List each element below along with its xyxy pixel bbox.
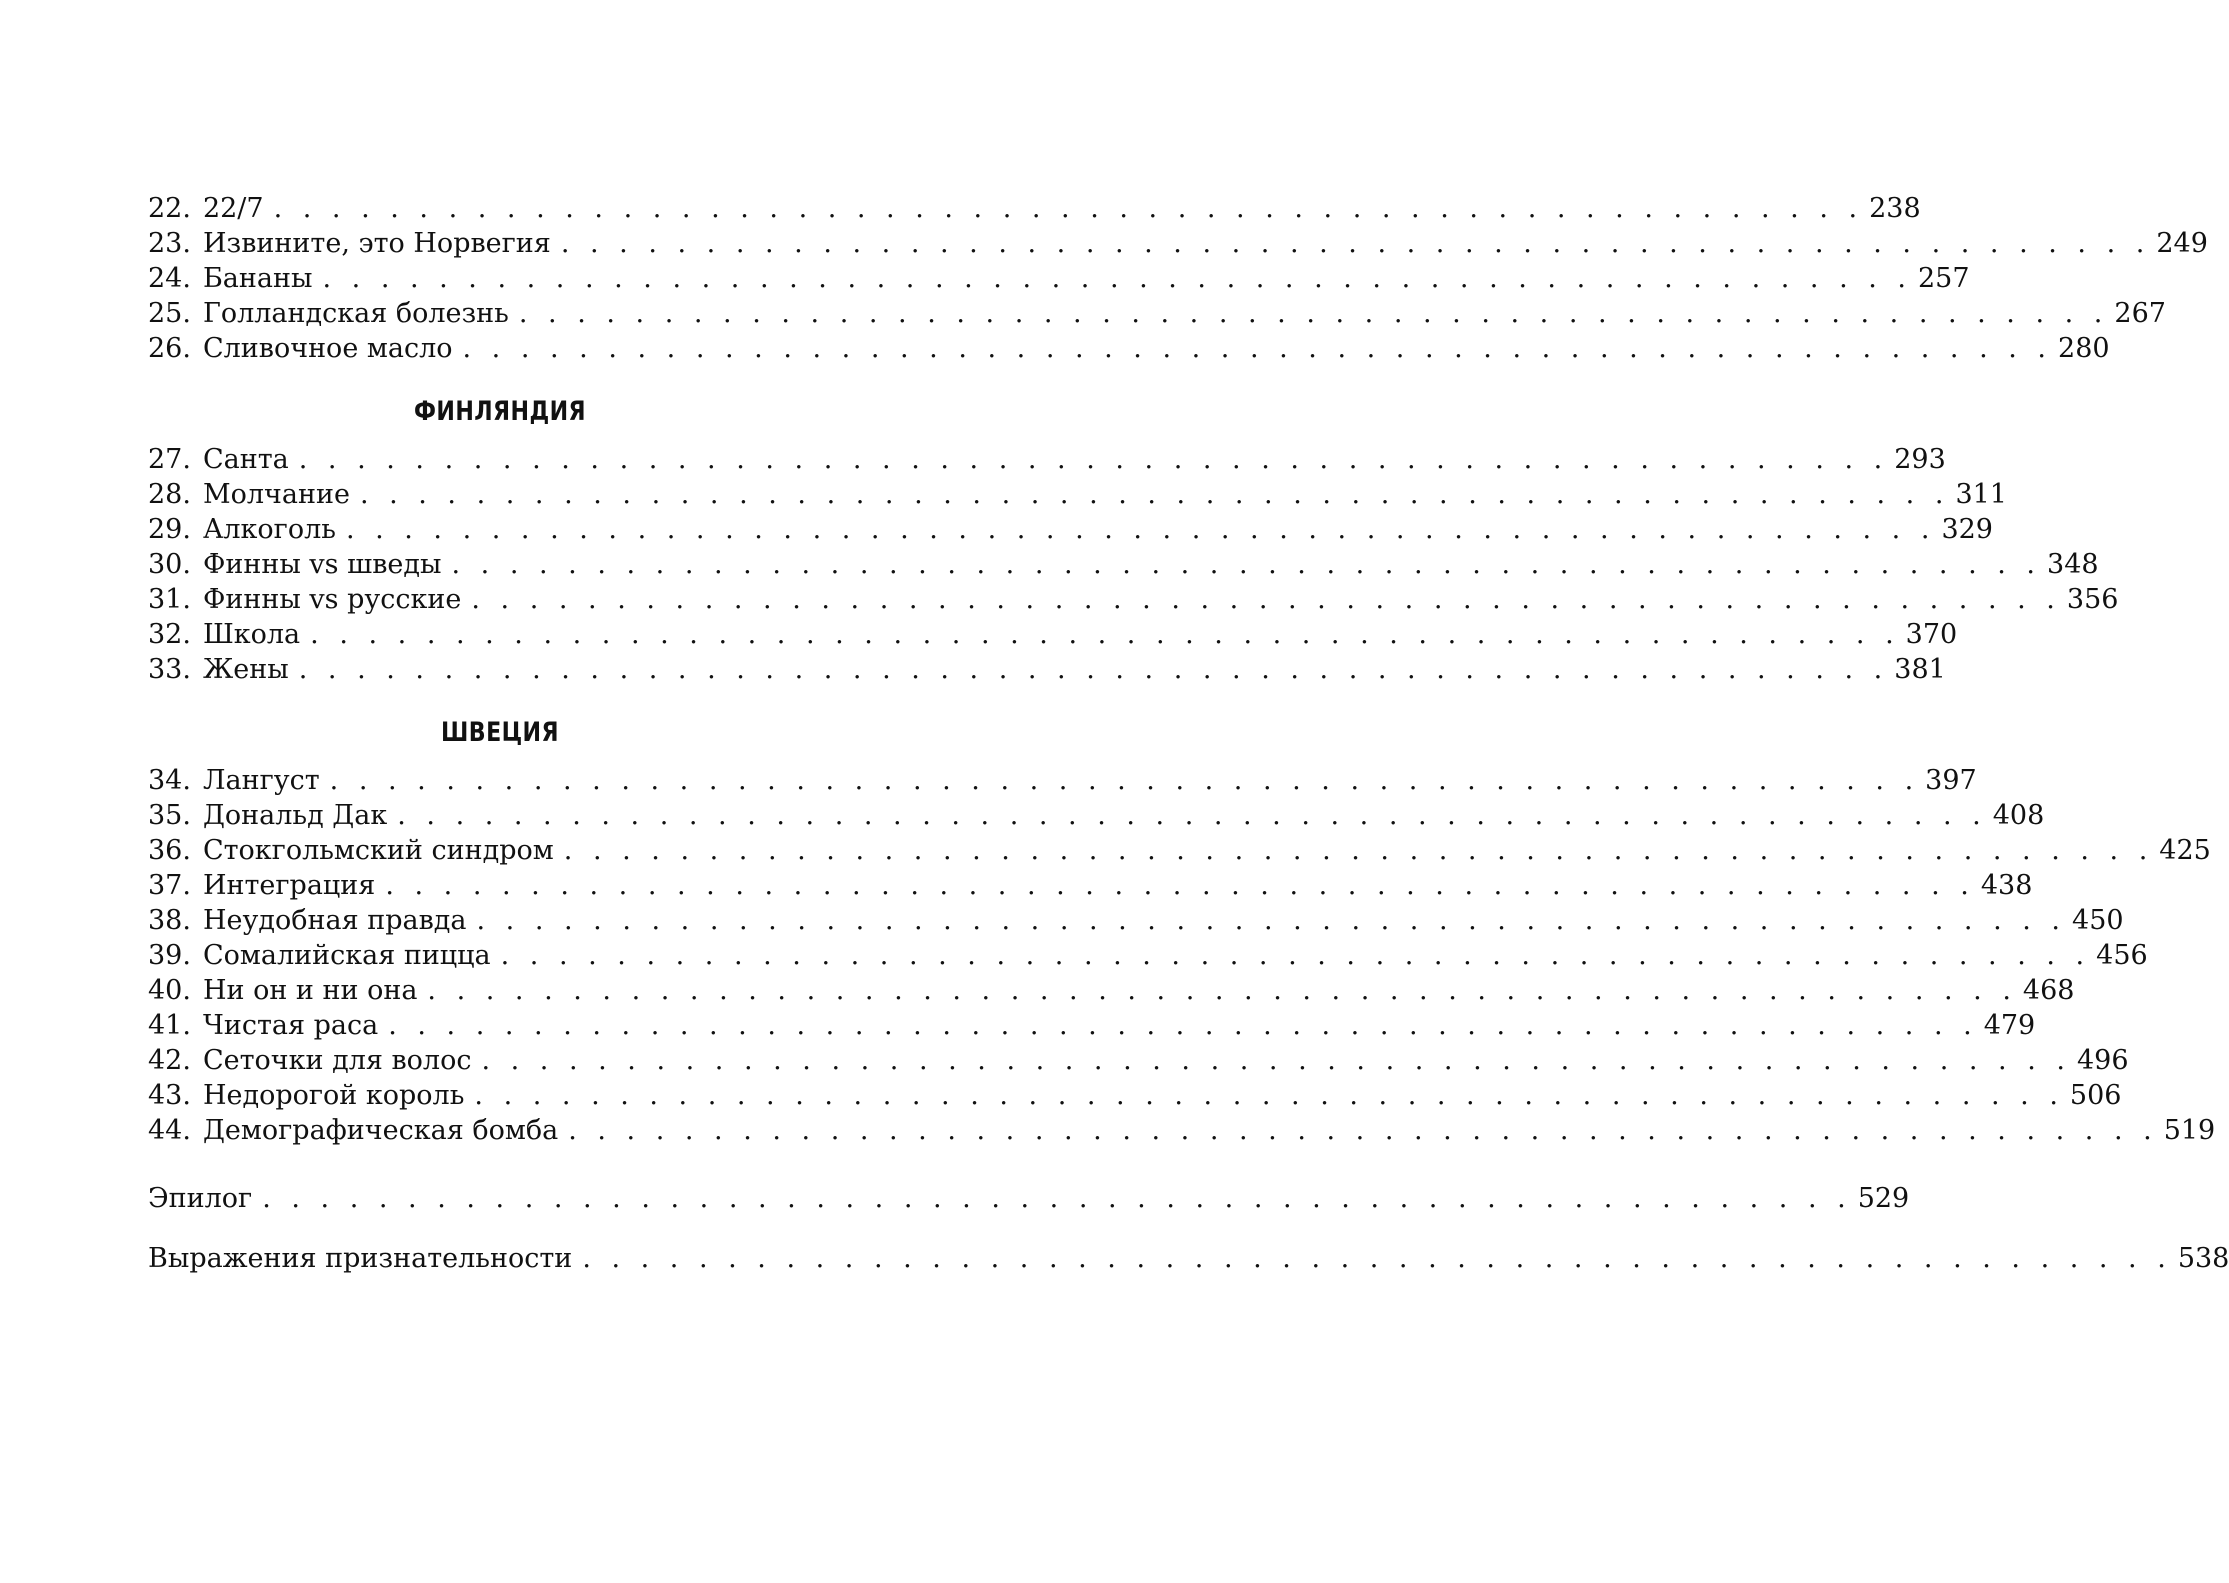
entry-number: 22.: [148, 193, 191, 224]
section-heading-finland: ФИНЛЯНДИЯ: [414, 396, 586, 427]
entry-page: 348: [2047, 549, 2099, 580]
toc-entry[interactable]: [148, 226, 2208, 261]
dot-leader: . . . . . . . . . . . . . . . . . . . . . . . . . . . . . . . . . . . . . . . . . . . . . . . . . . . . . . .: [262, 1183, 1852, 1214]
entry-number: 27.: [148, 444, 191, 475]
toc-entry[interactable]: [148, 331, 2110, 366]
entry-page: 456: [2096, 940, 2148, 971]
dot-leader: . . . . . . . . . . . . . . . . . . . . . . . . . . . . . . . . . . . . . . . . . . . . . . . . . . . . . . .: [310, 619, 1900, 650]
dot-leader: . . . . . . . . . . . . . . . . . . . . . . . . . . . . . . . . . . . . . . . . . . . . . . . . . . . . . . .: [298, 444, 1889, 475]
entry-title: Школа: [202, 619, 301, 650]
dot-leader: . . . . . . . . . . . . . . . . . . . . . . . . . . . . . . . . . . . . . . . . . . . . . . . . . . . . . . .: [427, 975, 2017, 1006]
entry-title: Интеграция: [202, 870, 376, 901]
dot-leader: . . . . . . . . . . . . . . . . . . . . . . . . . . . . . . . . . . . . . . . . . . . . . . . . . . . . . . .: [481, 1045, 2071, 1076]
entry-number: 44.: [148, 1115, 191, 1146]
entry-page: 381: [1894, 654, 1946, 685]
entry-page: 257: [1917, 263, 1970, 294]
dot-leader: . . . . . . . . . . . . . . . . . . . . . . . . . . . . . . . . . . . . . . . . . . . . . . . . . . . . . . .: [474, 1080, 2064, 1111]
entry-title: Финны vs шведы: [202, 549, 442, 580]
entry-page: 293: [1894, 444, 1946, 475]
dot-leader: . . . . . . . . . . . . . . . . . . . . . . . . . . . . . . . . . . . . . . . . . . . . . . . . . . . . . . .: [560, 228, 2151, 259]
dot-leader: . . . . . . . . . . . . . . . . . . . . . . . . . . . . . . . . . . . . . . . . . . . . . . . . . . . . . . .: [273, 193, 1864, 224]
entry-number: 42.: [148, 1045, 191, 1076]
toc-entry[interactable]: [148, 938, 2148, 973]
dot-leader: . . . . . . . . . . . . . . . . . . . . . . . . . . . . . . . . . . . . . . . . . . . . . . . . . . . . . . .: [476, 905, 2067, 936]
toc-section-sweden: [148, 763, 2216, 1148]
dot-leader: . . . . . . . . . . . . . . . . . . . . . . . . . . . . . . . . . . . . . . . . . . . . . . . . . . . . . . .: [359, 479, 1950, 510]
entry-page: 479: [1983, 1010, 2036, 1041]
entry-number: 28.: [148, 479, 191, 510]
entry-title: Сливочное масло: [202, 333, 453, 364]
entry-title: Ни он и ни она: [202, 975, 418, 1006]
entry-title: Молчание: [202, 479, 350, 510]
toc-entry[interactable]: [148, 617, 1958, 652]
entry-number: 24.: [148, 263, 191, 294]
toc-entry[interactable]: [148, 296, 2166, 331]
toc-entry[interactable]: [148, 652, 1946, 687]
entry-title: Санта: [202, 444, 289, 475]
toc-entry-epilogue[interactable]: [148, 1181, 1910, 1216]
entry-page: 538: [2177, 1243, 2229, 1274]
entry-page: 519: [2163, 1115, 2216, 1146]
toc-entry[interactable]: [148, 582, 2119, 617]
toc-entry[interactable]: [148, 868, 2033, 903]
dot-leader: . . . . . . . . . . . . . . . . . . . . . . . . . . . . . . . . . . . . . . . . . . . . . . . . . . . . . . .: [329, 765, 1920, 796]
entry-page: 311: [1955, 479, 2007, 510]
entry-page: 238: [1869, 193, 1921, 224]
entry-title: Жены: [202, 654, 289, 685]
dot-leader: . . . . . . . . . . . . . . . . . . . . . . . . . . . . . . . . . . . . . . . . . . . . . . . . . . . . . . .: [563, 835, 2154, 866]
entry-title: Недорогой король: [202, 1080, 465, 1111]
entry-page: 438: [1980, 870, 2033, 901]
entry-page: 506: [2069, 1080, 2122, 1111]
toc-entry[interactable]: [148, 833, 2211, 868]
entry-title: Бананы: [202, 263, 313, 294]
entry-number: 23.: [148, 228, 191, 259]
toc-entry-acknowledgements[interactable]: [148, 1241, 2229, 1276]
entry-page: 249: [2156, 228, 2208, 259]
entry-number: 43.: [148, 1080, 191, 1111]
entry-page: 468: [2022, 975, 2075, 1006]
entry-title: Извините, это Норвегия: [202, 228, 551, 259]
entry-number: 37.: [148, 870, 191, 901]
dot-leader: . . . . . . . . . . . . . . . . . . . . . . . . . . . . . . . . . . . . . . . . . . . . . . . . . . . . . . .: [385, 870, 1975, 901]
toc-acknowledgements: [148, 1241, 2229, 1276]
dot-leader: . . . . . . . . . . . . . . . . . . . . . . . . . . . . . . . . . . . . . . . . . . . . . . . . . . . . . . .: [388, 1010, 1978, 1041]
entry-title: 22/7: [202, 193, 264, 224]
entry-page: 280: [2058, 333, 2110, 364]
entry-page: 267: [2114, 298, 2166, 329]
toc-entry[interactable]: [148, 1043, 2129, 1078]
toc-entry[interactable]: [148, 191, 1921, 226]
toc-entry[interactable]: [148, 903, 2124, 938]
entry-page: 356: [2066, 584, 2119, 615]
entry-title: Демографическая бомба: [202, 1115, 559, 1146]
entry-number: 35.: [148, 800, 191, 831]
toc-section-finland: [148, 442, 2119, 687]
entry-number: 41.: [148, 1010, 191, 1041]
dot-leader: . . . . . . . . . . . . . . . . . . . . . . . . . . . . . . . . . . . . . . . . . . . . . . . . . . . . . . .: [500, 940, 2091, 971]
toc-epilogue: [148, 1181, 1910, 1216]
dot-leader: . . . . . . . . . . . . . . . . . . . . . . . . . . . . . . . . . . . . . . . . . . . . . . . . . . . . . . .: [451, 549, 2042, 580]
dot-leader: . . . . . . . . . . . . . . . . . . . . . . . . . . . . . . . . . . . . . . . . . . . . . . . . . . . . . . .: [345, 514, 1936, 545]
entry-number: 34.: [148, 765, 191, 796]
entry-number: 32.: [148, 619, 191, 650]
dot-leader: . . . . . . . . . . . . . . . . . . . . . . . . . . . . . . . . . . . . . . . . . . . . . . . . . . . . . . .: [298, 654, 1889, 685]
entry-title: Алкоголь: [202, 514, 336, 545]
entry-title: Голландская болезнь: [202, 298, 509, 329]
toc-entry[interactable]: [148, 1008, 2036, 1043]
toc-entry[interactable]: [148, 1113, 2216, 1148]
toc-entry[interactable]: [148, 512, 1993, 547]
entry-number: 40.: [148, 975, 191, 1006]
entry-page: 450: [2072, 905, 2124, 936]
entry-page: 425: [2159, 835, 2211, 866]
dot-leader: . . . . . . . . . . . . . . . . . . . . . . . . . . . . . . . . . . . . . . . . . . . . . . . . . . . . . . .: [322, 263, 1912, 294]
entry-number: 39.: [148, 940, 191, 971]
entry-number: 38.: [148, 905, 191, 936]
entry-title: Эпилог: [148, 1183, 253, 1214]
entry-title: Стокгольмский синдром: [202, 835, 554, 866]
entry-title: Сеточки для волос: [202, 1045, 472, 1076]
entry-page: 370: [1905, 619, 1958, 650]
entry-page: 529: [1857, 1183, 1910, 1214]
entry-number: 25.: [148, 298, 191, 329]
dot-leader: . . . . . . . . . . . . . . . . . . . . . . . . . . . . . . . . . . . . . . . . . . . . . . . . . . . . . . .: [462, 333, 2053, 364]
entry-page: 408: [1992, 800, 2045, 831]
entry-number: 29.: [148, 514, 191, 545]
toc-entry[interactable]: [148, 477, 2007, 512]
entry-title: Чистая раса: [202, 1010, 379, 1041]
toc-section-norway-cont: [148, 191, 2208, 366]
dot-leader: . . . . . . . . . . . . . . . . . . . . . . . . . . . . . . . . . . . . . . . . . . . . . . . . . . . . . . .: [471, 584, 2061, 615]
entry-title: Дональд Дак: [202, 800, 388, 831]
toc-entry[interactable]: [148, 973, 2075, 1008]
entry-title: Выражения признательности: [148, 1243, 573, 1274]
dot-leader: . . . . . . . . . . . . . . . . . . . . . . . . . . . . . . . . . . . . . . . . . . . . . . . . . . . . . . .: [518, 298, 2109, 329]
toc-entry[interactable]: [148, 547, 2099, 582]
dot-leader: . . . . . . . . . . . . . . . . . . . . . . . . . . . . . . . . . . . . . . . . . . . . . . . . . . . . . . .: [568, 1115, 2158, 1146]
entry-number: 33.: [148, 654, 191, 685]
toc-entry[interactable]: [148, 1078, 2122, 1113]
dot-leader: . . . . . . . . . . . . . . . . . . . . . . . . . . . . . . . . . . . . . . . . . . . . . . . . . . . . . . .: [582, 1243, 2172, 1274]
entry-title: Сомалийская пицца: [202, 940, 491, 971]
entry-title: Неудобная правда: [202, 905, 467, 936]
entry-number: 36.: [148, 835, 191, 866]
entry-title: Лангуст: [202, 765, 320, 796]
toc-entry[interactable]: [148, 798, 2045, 833]
toc-entry[interactable]: [148, 261, 1970, 296]
toc-entry[interactable]: [148, 763, 1977, 798]
toc-entry[interactable]: [148, 442, 1946, 477]
entry-number: 26.: [148, 333, 191, 364]
entry-page: 329: [1941, 514, 1993, 545]
entry-title: Финны vs русские: [202, 584, 462, 615]
entry-number: 31.: [148, 584, 191, 615]
section-heading-sweden: ШВЕЦИЯ: [441, 717, 559, 748]
entry-page: 496: [2076, 1045, 2129, 1076]
entry-page: 397: [1925, 765, 1977, 796]
entry-number: 30.: [148, 549, 191, 580]
dot-leader: . . . . . . . . . . . . . . . . . . . . . . . . . . . . . . . . . . . . . . . . . . . . . . . . . . . . . . .: [397, 800, 1987, 831]
